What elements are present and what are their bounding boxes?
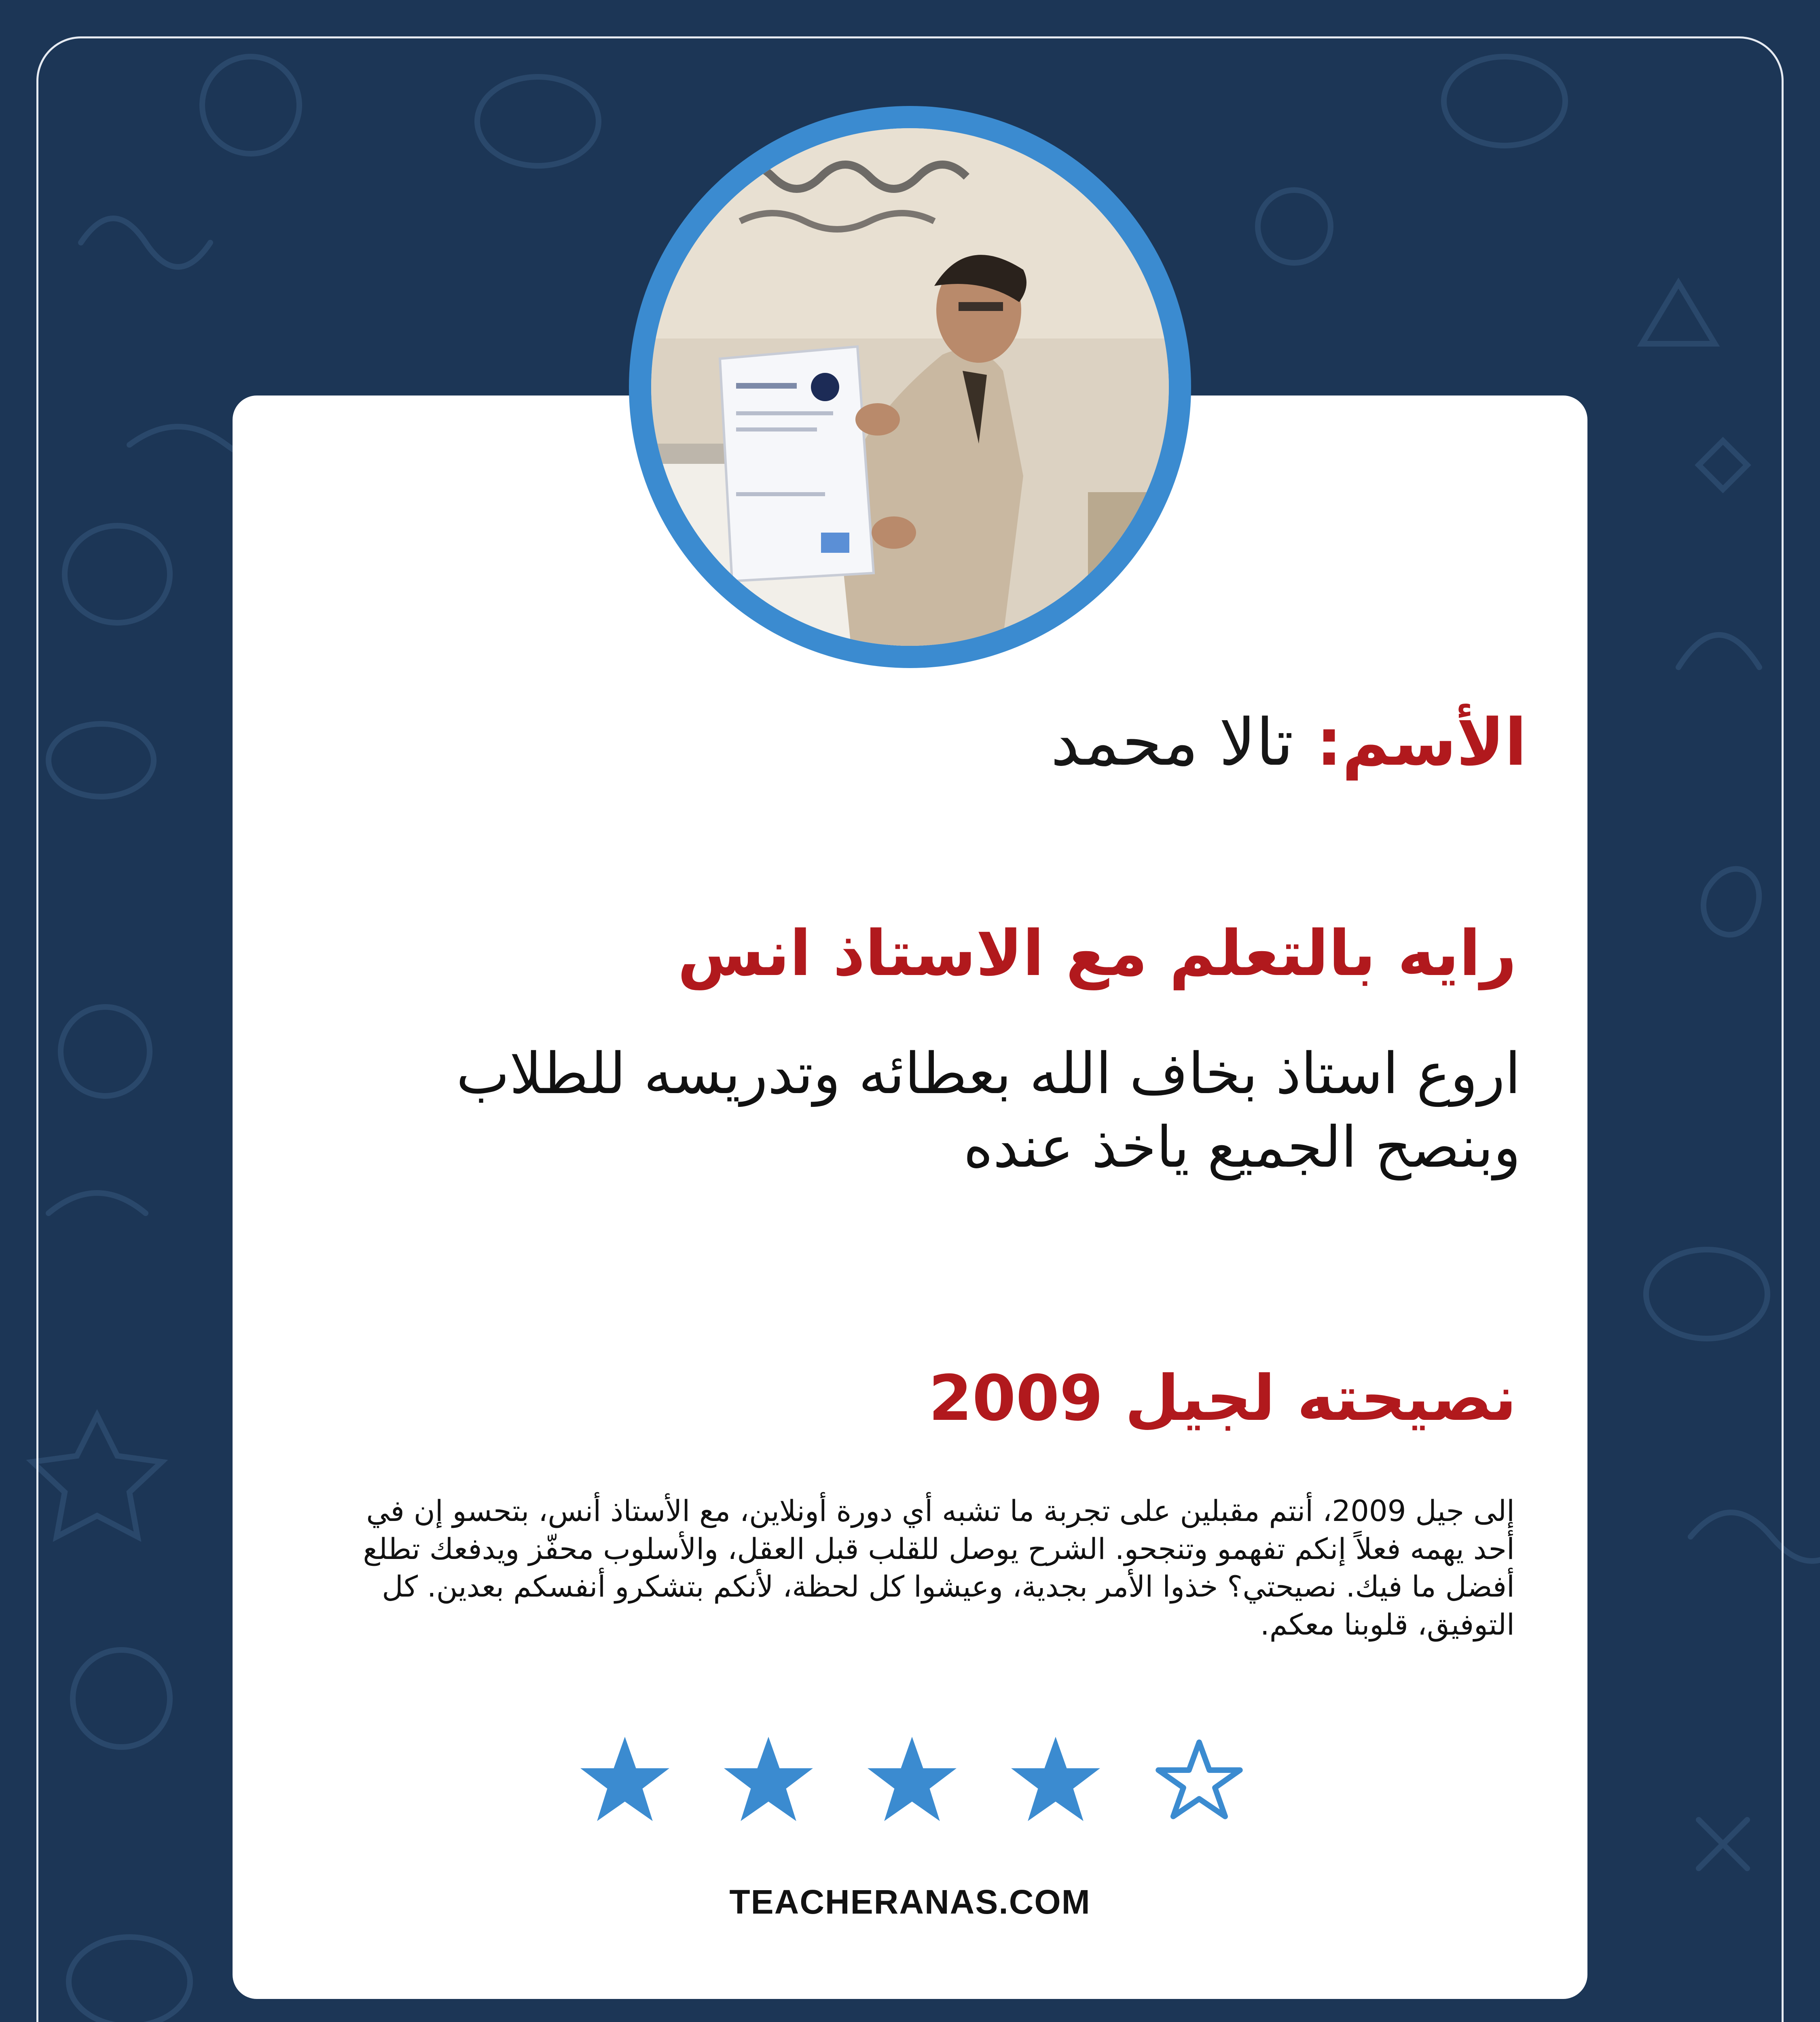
advice-heading: نصيحته لجيل 2009: [928, 1362, 1517, 1435]
star-rating: [578, 1735, 1246, 1824]
star-icon: [1009, 1735, 1102, 1824]
name-label: الأسم:: [1316, 704, 1527, 780]
star-icon: [722, 1735, 815, 1824]
website-link[interactable]: TEACHERANAS.COM: [729, 1883, 1091, 1921]
star-icon: [866, 1735, 959, 1824]
student-name: تالا محمد: [1050, 704, 1294, 780]
opinion-text: اروع استاذ بخاف الله بعطائه وتدريسه للطلاب وبنصح الجميع ياخذ عنده: [456, 1041, 1521, 1180]
student-name-line: [435, 704, 1527, 781]
advice-text: إلى جيل 2009، أنتم مقبلين على تجربة ما تشبه أي دورة أونلاين، مع الأستاذ أنس، بتحسو إن في أحد يهمه فعلاً إنكم تفهمو وتنجحو. الشرح يوصل للقلب قبل العقل، والأسلوب محفّز ويدفعك تطلع أفضل ما فيك. نصيحتي؟ خذوا الأمر بجدية، وعيشوا كل لحظة، لأنكم بتشكرو أنفسكم بعدين. كل التوفيق، قلوبنا معكم.: [363, 1494, 1515, 1641]
opinion-heading: رايه بالتعلم مع الاستاذ انس: [677, 917, 1517, 990]
star-outline-icon: [1153, 1735, 1246, 1824]
student-photo: [651, 128, 1169, 646]
star-icon: [578, 1735, 671, 1824]
avatar: [629, 106, 1191, 668]
